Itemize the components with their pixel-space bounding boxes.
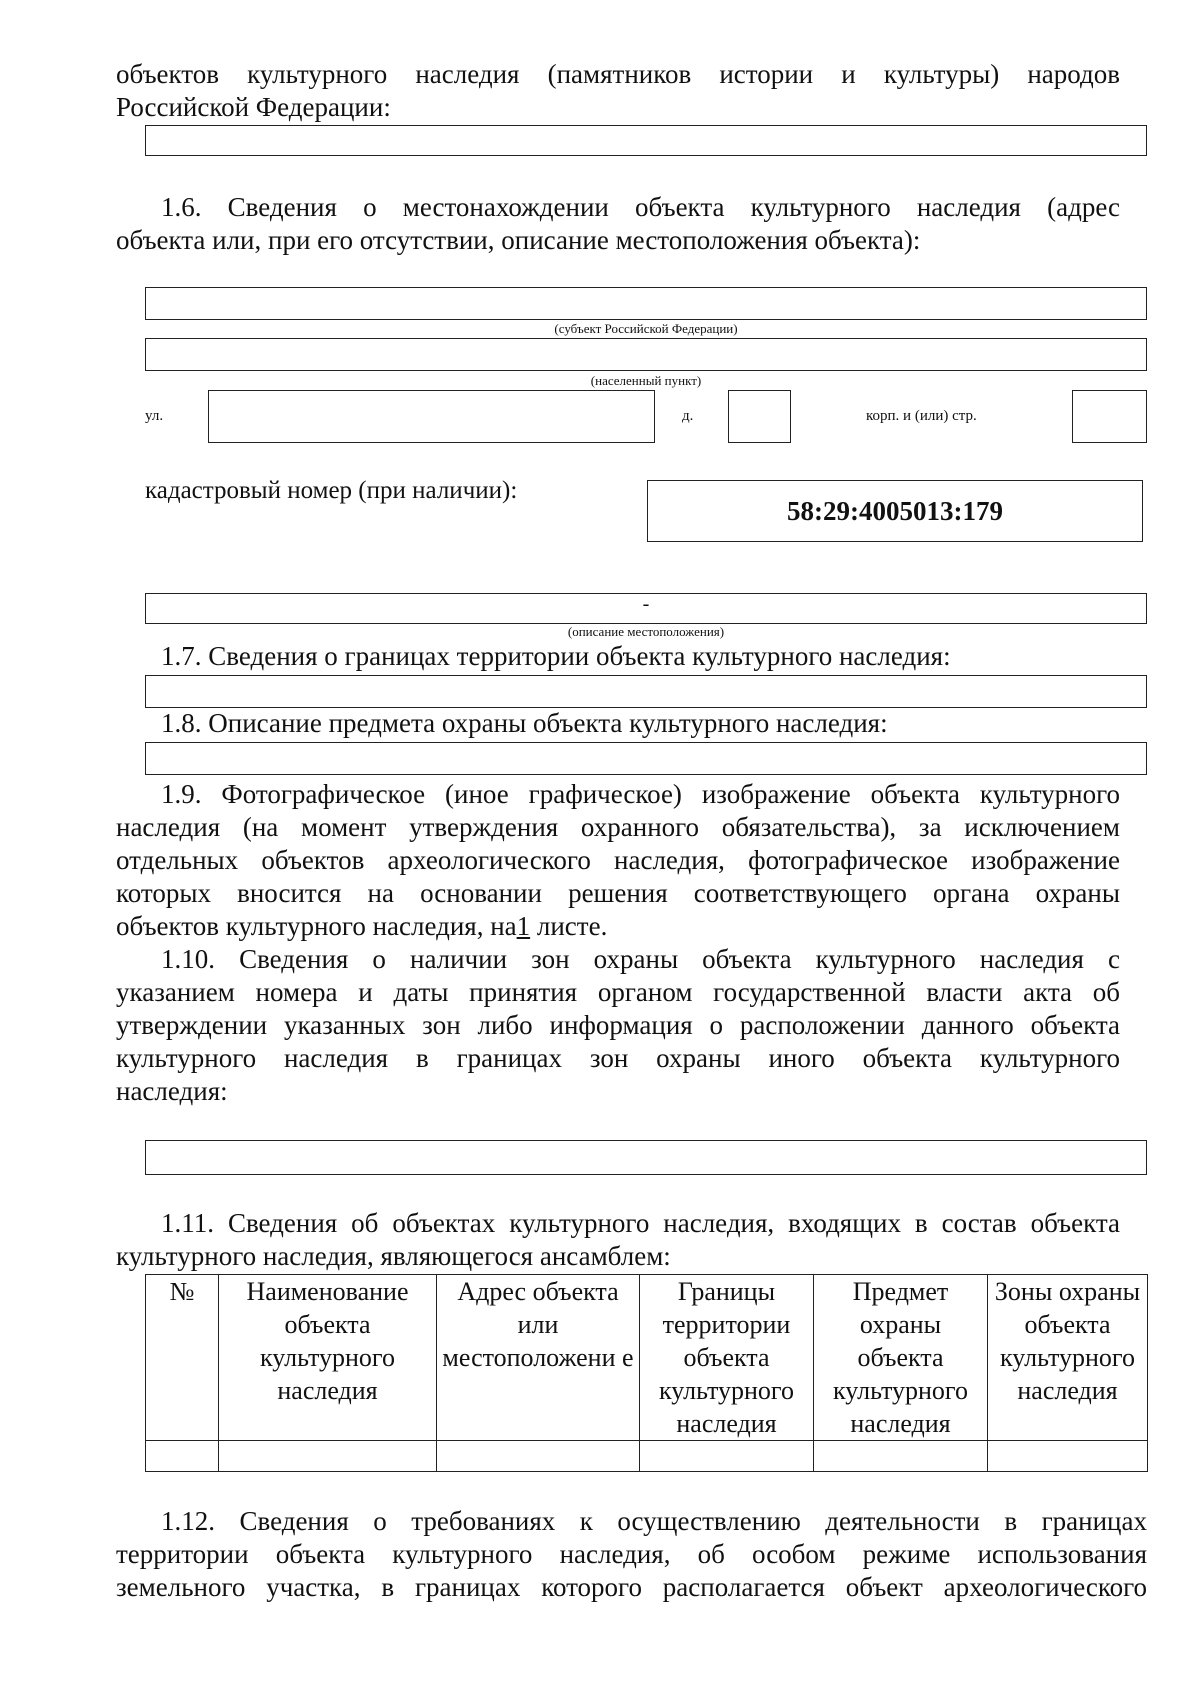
text-line: указанием номера и даты принятия органом государственной власти акта об: [116, 977, 1120, 1007]
text-line: [116, 910, 1120, 943]
street-label: ул.: [145, 408, 164, 424]
registry-field[interactable]: [145, 125, 1147, 156]
text-line: Российской Федерации:: [116, 92, 391, 122]
table-row: [146, 1441, 1148, 1472]
text-line: отдельных объектов археологического наследия, фотографическое изображение: [116, 845, 1120, 875]
column-header-number: №: [146, 1275, 219, 1441]
table-cell[interactable]: [814, 1441, 988, 1472]
protection-zones-field[interactable]: [145, 1140, 1147, 1175]
table-header-row: [146, 1275, 1148, 1441]
text-line: 1.7. Сведения о границах территории объекта культурного наследия:: [161, 641, 951, 671]
house-field[interactable]: [728, 390, 791, 443]
section-1-6-paragraph: [116, 191, 1120, 257]
location-description-value: -: [642, 593, 650, 615]
text-line: земельного участка, в границах которого располагается объект археологического: [116, 1572, 1147, 1602]
column-header-address: Адрес объекта или местоположени е: [437, 1275, 640, 1441]
text-line: 1.8. Описание предмета охраны объекта культурного наследия:: [161, 708, 888, 738]
text-line: наследия:: [116, 1076, 228, 1106]
text-line: 1.11. Сведения об объектах культурного наследия, входящих в состав объекта: [161, 1208, 1120, 1238]
house-label: д.: [682, 408, 694, 424]
locality-caption: (населенный пункт): [590, 373, 702, 388]
building-label: корп. и (или) стр.: [866, 408, 977, 424]
sheets-prefix: объектов культурного наследия, на: [116, 911, 517, 941]
sheets-count: 1: [516, 911, 531, 941]
table-cell[interactable]: [437, 1441, 640, 1472]
cadastral-number-value: 58:29:4005013:179: [787, 495, 1003, 526]
text-line: культурного наследия в границах зон охраны иного объекта культурного: [116, 1043, 1120, 1073]
table-cell[interactable]: [988, 1441, 1148, 1472]
section-1-8-paragraph: [116, 707, 1120, 740]
building-field[interactable]: [1072, 390, 1147, 443]
text-line: 1.12. Сведения о требованиях к осуществлению деятельности в границах: [161, 1506, 1147, 1536]
territory-boundaries-field[interactable]: [145, 675, 1147, 708]
intro-paragraph: [116, 58, 1120, 124]
protection-subject-field[interactable]: [145, 742, 1147, 775]
section-1-7-paragraph: [116, 640, 1120, 673]
sheets-suffix: листе.: [530, 911, 608, 941]
location-description-caption: (описание местоположения): [567, 624, 725, 639]
column-header-name: Наименование объекта культурного наследия: [219, 1275, 437, 1441]
location-description-field[interactable]: [145, 593, 1147, 624]
text-line: территории объекта культурного наследия, об особом режиме использования: [116, 1539, 1147, 1569]
text-line: 1.10. Сведения о наличии зон охраны объекта культурного наследия с: [161, 944, 1120, 974]
text-line: объектов культурного наследия (памятников истории и культуры) народов: [116, 59, 1120, 89]
column-header-protection-subject: Предмет охраны объекта культурного наследия: [814, 1275, 988, 1441]
text-line: культурного наследия, являющегося ансамблем:: [116, 1241, 671, 1271]
cadastral-label: кадастровый номер (при наличии):: [145, 477, 518, 504]
text-line: объекта или, при его отсутствии, описание местоположения объекта):: [116, 225, 921, 255]
text-line: 1.6. Сведения о местонахождении объекта культурного наследия (адрес: [161, 192, 1120, 222]
column-header-protection-zones: Зоны охраны объекта культурного наследия: [988, 1275, 1148, 1441]
text-line: наследия (на момент утверждения охранного обязательства), за исключением: [116, 812, 1120, 842]
subject-field[interactable]: [145, 287, 1147, 320]
text-line: утверждении указанных зон либо информация о расположении данного объекта: [116, 1010, 1120, 1040]
cadastral-number-field[interactable]: [647, 480, 1143, 542]
column-header-boundaries: Границы территории объекта культурного наследия: [640, 1275, 814, 1441]
section-1-10-paragraph: [116, 943, 1120, 1108]
text-line: 1.9. Фотографическое (иное графическое) изображение объекта культурного: [161, 779, 1120, 809]
subject-caption: (субъект Российской Федерации): [554, 321, 738, 336]
table-cell[interactable]: [640, 1441, 814, 1472]
section-1-12-paragraph: [116, 1505, 1147, 1604]
text-line: которых вносится на основании решения соответствующего органа охраны: [116, 878, 1120, 908]
ensemble-objects-table: [145, 1274, 1148, 1472]
locality-field[interactable]: [145, 338, 1147, 371]
street-field[interactable]: [208, 390, 655, 443]
table-cell[interactable]: [219, 1441, 437, 1472]
section-1-11-paragraph: [116, 1207, 1120, 1273]
table-cell[interactable]: [146, 1441, 219, 1472]
section-1-9-paragraph: [116, 778, 1120, 943]
